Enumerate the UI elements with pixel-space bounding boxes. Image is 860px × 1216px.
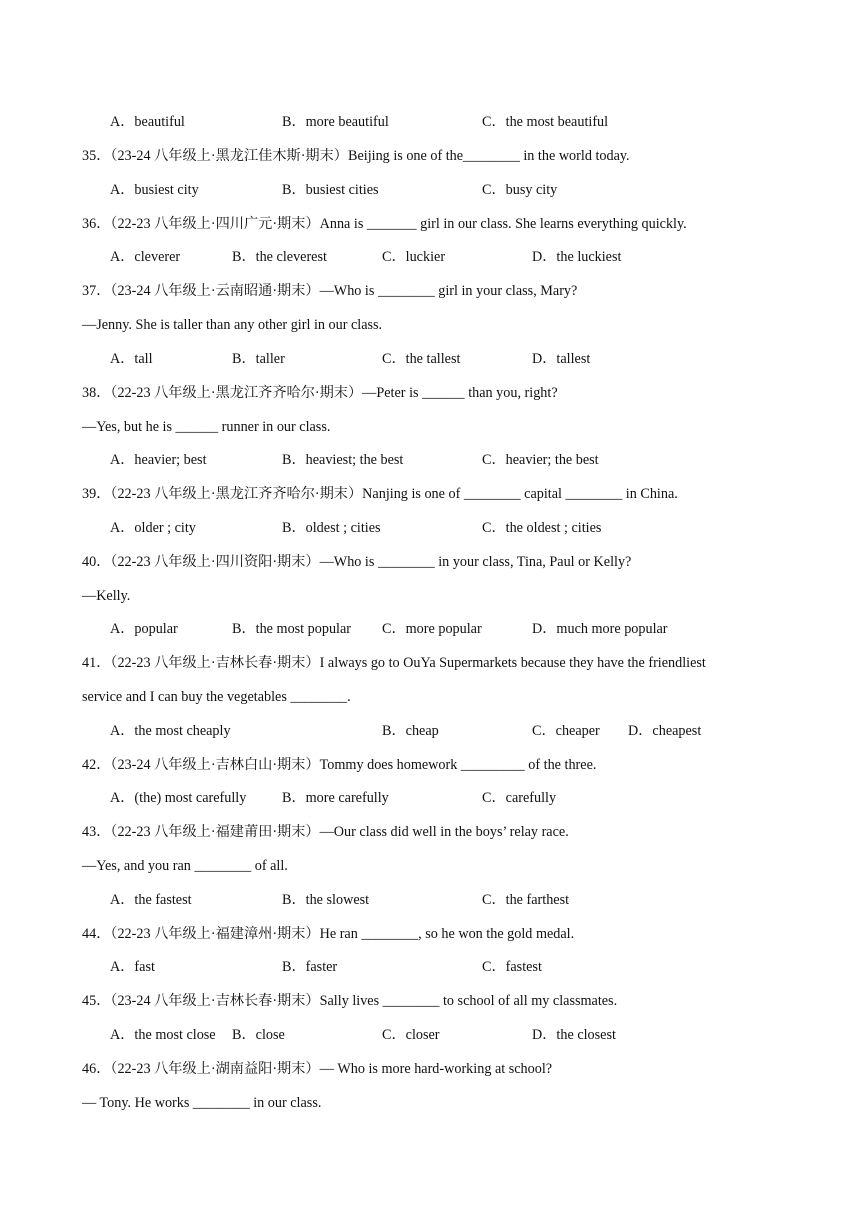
option-c: C．the oldest ; cities [482, 520, 602, 536]
dialogue-line: —Kelly. [82, 588, 131, 604]
question-35: 35．（23-24 八年级上·黑龙江佳木斯·期末）Beijing is one of the________ in the world today. [82, 148, 630, 164]
question-41: 41．（22-23 八年级上·吉林长春·期末）I always go to OuYa Supermarkets because they have the friendliest [82, 655, 706, 671]
question-36: 36．（22-23 八年级上·四川广元·期末）Anna is _______ girl in our class. She learns everything quickly. [82, 216, 687, 232]
option-b: B．heaviest; the best [282, 452, 404, 468]
question-46: 46．（22-23 八年级上·湖南益阳·期末）— Who is more hard-working at school? [82, 1061, 553, 1077]
dialogue-line: —Yes, but he is ______ runner in our class. [82, 419, 331, 435]
option-c: C．luckier [382, 249, 446, 265]
option-b: B．the cleverest [232, 249, 327, 265]
option-b: B．busiest cities [282, 182, 379, 198]
option-c: C．fastest [482, 959, 542, 975]
option-b: B．faster [282, 959, 338, 975]
option-c: C．the tallest [382, 351, 461, 367]
question-38: 38．（22-23 八年级上·黑龙江齐齐哈尔·期末）—Peter is ______ than you, right? [82, 385, 558, 401]
dialogue-line: — Tony. He works ________ in our class. [82, 1095, 322, 1111]
option-a: A．cleverer [110, 249, 181, 265]
option-b: B．more carefully [282, 790, 389, 806]
dialogue-line: —Jenny. She is taller than any other girl in our class. [82, 317, 383, 333]
option-a: A．the fastest [110, 892, 192, 908]
option-a: A．older ; city [110, 520, 196, 536]
question-continuation: service and I can buy the vegetables ________. [82, 689, 351, 705]
option-a: A．popular [110, 621, 178, 637]
option-b: B．taller [232, 351, 285, 367]
option-b: B．oldest ; cities [282, 520, 381, 536]
option-a: A．fast [110, 959, 155, 975]
option-d: D．tallest [532, 351, 591, 367]
question-39: 39．（22-23 八年级上·黑龙江齐齐哈尔·期末）Nanjing is one of ________ capital ________ in China. [82, 486, 678, 502]
option-a: A．the most close [110, 1027, 216, 1043]
option-c: C．the farthest [482, 892, 570, 908]
option-c: C．busy city [482, 182, 558, 198]
option-b: B．the most popular [232, 621, 352, 637]
option-d: D．cheapest [628, 723, 702, 739]
option-c: C．the most beautiful [482, 114, 609, 130]
option-c: C．closer [382, 1027, 440, 1043]
question-43: 43．（22-23 八年级上·福建莆田·期末）—Our class did well in the boys’ relay race. [82, 824, 569, 840]
option-b: B．close [232, 1027, 285, 1043]
question-37: 37．（23-24 八年级上·云南昭通·期末）—Who is ________ girl in your class, Mary? [82, 283, 578, 299]
question-44: 44．（22-23 八年级上·福建漳州·期末）He ran ________, so he won the gold medal. [82, 926, 575, 942]
option-c: C．cheaper [532, 723, 600, 739]
dialogue-line: —Yes, and you ran ________ of all. [82, 858, 288, 874]
option-a: A．the most cheaply [110, 723, 231, 739]
question-45: 45．（23-24 八年级上·吉林长春·期末）Sally lives ________ to school of all my classmates. [82, 993, 618, 1009]
option-d: D．the luckiest [532, 249, 622, 265]
option-a: A．(the) most carefully [110, 790, 247, 806]
option-b: B．cheap [382, 723, 439, 739]
question-42: 42．（23-24 八年级上·吉林白山·期末）Tommy does homework _________ of the three. [82, 757, 597, 773]
option-a: A．beautiful [110, 114, 185, 130]
option-c: C．heavier; the best [482, 452, 599, 468]
option-c: C．carefully [482, 790, 557, 806]
option-a: A．tall [110, 351, 153, 367]
option-c: C．more popular [382, 621, 482, 637]
option-b: B．more beautiful [282, 114, 389, 130]
option-a: A．heavier; best [110, 452, 207, 468]
question-40: 40．（22-23 八年级上·四川资阳·期末）—Who is ________ in your class, Tina, Paul or Kelly? [82, 554, 632, 570]
option-b: B．the slowest [282, 892, 370, 908]
option-d: D．much more popular [532, 621, 668, 637]
option-a: A．busiest city [110, 182, 199, 198]
option-d: D．the closest [532, 1027, 616, 1043]
